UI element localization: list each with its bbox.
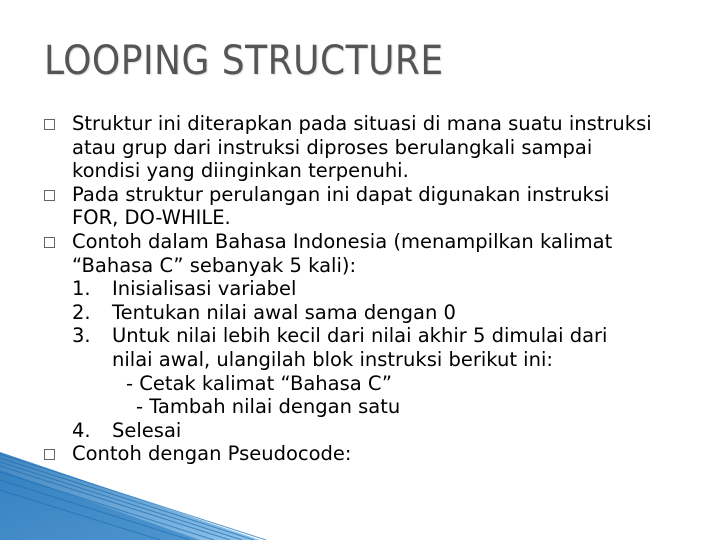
step-3 bbox=[44, 324, 694, 348]
bullet-2 bbox=[44, 183, 694, 207]
bullet-1 bbox=[44, 112, 694, 136]
bullet-4 bbox=[44, 442, 694, 466]
step-number: 1. bbox=[72, 277, 91, 301]
step-1 bbox=[44, 277, 694, 301]
bullet-box-icon bbox=[44, 237, 55, 248]
bullet-1-line-3: kondisi yang diinginkan terpenuhi. bbox=[72, 159, 409, 183]
bullet-4-line-1: Contoh dengan Pseudocode: bbox=[72, 442, 352, 466]
bullet-2-line-1: Pada struktur perulangan ini dapat digunakan instruksi bbox=[72, 182, 610, 206]
step-3-sub-2: - Tambah nilai dengan satu bbox=[136, 395, 401, 419]
slide-title: LOOPING STRUCTURE bbox=[44, 38, 444, 84]
bullet-3 bbox=[44, 230, 694, 254]
step-4-text: Selesai bbox=[112, 418, 182, 442]
step-3-text-2: nilai awal, ulangilah blok instruksi berikut ini: bbox=[112, 347, 553, 371]
bullet-2-line-2: FOR, DO-WHILE. bbox=[72, 206, 231, 230]
step-1-text: Inisialisasi variabel bbox=[112, 277, 297, 301]
step-4 bbox=[44, 419, 694, 443]
bullet-1-line-1: Struktur ini diterapkan pada situasi di mana suatu instruksi bbox=[72, 112, 652, 135]
step-2-text: Tentukan nilai awal sama dengan 0 bbox=[112, 300, 456, 324]
step-number: 3. bbox=[72, 324, 91, 348]
step-3-text: Untuk nilai lebih kecil dari nilai akhir 5 dimulai dari bbox=[112, 324, 608, 348]
slide-body bbox=[44, 112, 694, 466]
bullet-3-line-2: “Bahasa C” sebanyak 5 kali): bbox=[72, 253, 357, 277]
step-2 bbox=[44, 301, 694, 325]
step-number: 4. bbox=[72, 418, 91, 442]
bullet-box-icon bbox=[44, 449, 55, 460]
bullet-1-line-2: atau grup dari instruksi diproses berulangkali sampai bbox=[72, 135, 593, 159]
step-3-sub-1: - Cetak kalimat “Bahasa C” bbox=[126, 371, 392, 395]
bullet-box-icon bbox=[44, 119, 55, 130]
bullet-3-line-1: Contoh dalam Bahasa Indonesia (menampilkan kalimat bbox=[72, 229, 613, 253]
bullet-box-icon bbox=[44, 190, 55, 201]
step-number: 2. bbox=[72, 300, 91, 324]
